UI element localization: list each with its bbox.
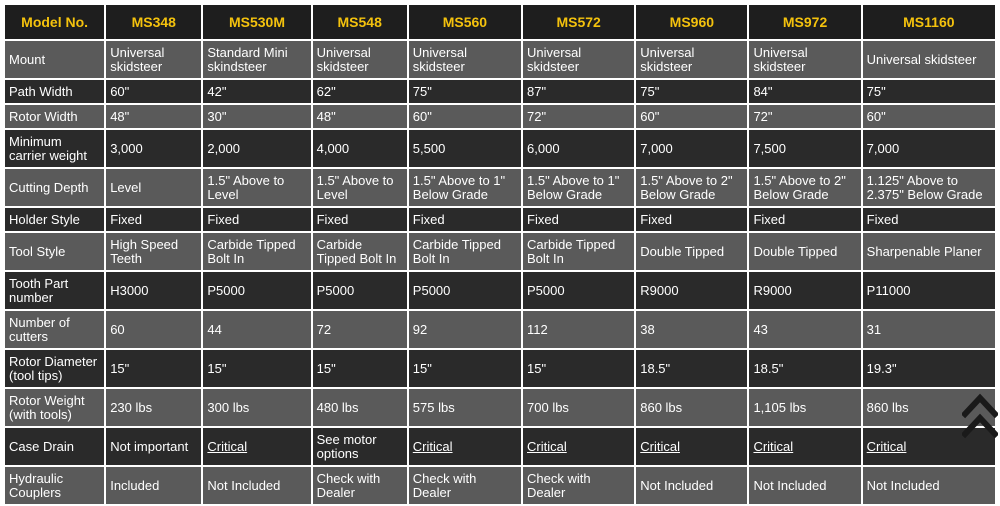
spec-table [3, 3, 997, 506]
row-label: Minimum carrier weight [5, 130, 104, 167]
table-cell: Carbide Tipped Bolt In [203, 233, 310, 270]
table-cell: 18.5" [636, 350, 747, 387]
table-row [5, 389, 995, 426]
table-cell: H3000 [106, 272, 201, 309]
table-cell: 860 lbs [636, 389, 747, 426]
row-label: Path Width [5, 80, 104, 103]
table-cell: Double Tipped [636, 233, 747, 270]
table-cell: Fixed [863, 208, 995, 231]
table-cell: Fixed [636, 208, 747, 231]
table-cell: 60" [636, 105, 747, 128]
table-cell: 75" [636, 80, 747, 103]
table-cell: 5,500 [409, 130, 521, 167]
scroll-to-top-button[interactable] [962, 392, 998, 440]
row-label: Hydraulic Couplers [5, 467, 104, 504]
table-cell: 62" [313, 80, 407, 103]
table-cell: Universal skidsteer [636, 41, 747, 78]
table-cell: 1,105 lbs [749, 389, 860, 426]
table-cell: 1.5" Above to 1" Below Grade [523, 169, 634, 206]
table-cell: Carbide Tipped Bolt In [313, 233, 407, 270]
table-row [5, 208, 995, 231]
table-cell: See motor options [313, 428, 407, 465]
row-label: Rotor Diameter (tool tips) [5, 350, 104, 387]
table-cell: Standard Mini skindsteer [203, 41, 310, 78]
table-row [5, 467, 995, 504]
table-cell: 31 [863, 311, 995, 348]
table-cell: 44 [203, 311, 310, 348]
header-ms348: MS348 [106, 5, 201, 39]
table-cell: Fixed [313, 208, 407, 231]
table-cell: 230 lbs [106, 389, 201, 426]
table-cell: 1.5" Above to 1" Below Grade [409, 169, 521, 206]
row-label: Mount [5, 41, 104, 78]
table-cell: Check with Dealer [313, 467, 407, 504]
table-cell: 15" [203, 350, 310, 387]
table-cell: 84" [749, 80, 860, 103]
table-row [5, 130, 995, 167]
table-cell: 87" [523, 80, 634, 103]
header-ms548: MS548 [313, 5, 407, 39]
table-cell: 15" [106, 350, 201, 387]
table-cell: 30" [203, 105, 310, 128]
table-cell: Universal skidsteer [749, 41, 860, 78]
table-cell: 60 [106, 311, 201, 348]
table-cell-link[interactable] [203, 428, 310, 465]
table-cell: 42" [203, 80, 310, 103]
table-cell: 6,000 [523, 130, 634, 167]
double-chevron-up-icon [962, 392, 998, 440]
table-cell: Not Included [749, 467, 860, 504]
table-cell: Universal skidsteer [863, 41, 995, 78]
table-cell: R9000 [636, 272, 747, 309]
table-cell: P5000 [409, 272, 521, 309]
table-cell: 1.5" Above to 2" Below Grade [749, 169, 860, 206]
table-cell: 1.5" Above to Level [313, 169, 407, 206]
table-cell: Level [106, 169, 201, 206]
row-label: Rotor Weight (with tools) [5, 389, 104, 426]
table-cell: Not important [106, 428, 201, 465]
table-cell: Universal skidsteer [523, 41, 634, 78]
row-label: Rotor Width [5, 105, 104, 128]
table-cell: 480 lbs [313, 389, 407, 426]
row-label: Holder Style [5, 208, 104, 231]
critical-link[interactable]: Critical [412, 438, 453, 454]
table-cell: 2,000 [203, 130, 310, 167]
table-row [5, 41, 995, 78]
table-cell: 43 [749, 311, 860, 348]
header-ms972: MS972 [749, 5, 860, 39]
table-cell: P5000 [523, 272, 634, 309]
table-cell: 15" [523, 350, 634, 387]
table-cell: 575 lbs [409, 389, 521, 426]
table-cell: 15" [409, 350, 521, 387]
table-cell: 75" [863, 80, 995, 103]
table-row [5, 80, 995, 103]
critical-link[interactable]: Critical [753, 438, 794, 454]
critical-link[interactable]: Critical [866, 438, 907, 454]
table-cell: 18.5" [749, 350, 860, 387]
table-row [5, 105, 995, 128]
table-cell: 19.3" [863, 350, 995, 387]
table-cell-link[interactable] [636, 428, 747, 465]
table-cell: 92 [409, 311, 521, 348]
table-cell: 60" [409, 105, 521, 128]
row-label: Number of cutters [5, 311, 104, 348]
table-cell: 72" [749, 105, 860, 128]
table-row [5, 272, 995, 309]
table-cell: Not Included [203, 467, 310, 504]
table-cell: 60" [863, 105, 995, 128]
header-ms530m: MS530M [203, 5, 310, 39]
row-label: Cutting Depth [5, 169, 104, 206]
header-ms560: MS560 [409, 5, 521, 39]
table-cell: 48" [313, 105, 407, 128]
table-cell: Not Included [636, 467, 747, 504]
table-cell: 7,500 [749, 130, 860, 167]
table-cell: 48" [106, 105, 201, 128]
row-label: Tooth Part number [5, 272, 104, 309]
table-cell: P5000 [313, 272, 407, 309]
critical-link[interactable]: Critical [207, 438, 248, 454]
header-row [5, 5, 995, 39]
table-cell: P5000 [203, 272, 310, 309]
table-row [5, 350, 995, 387]
table-cell-link[interactable] [749, 428, 860, 465]
table-cell: 60" [106, 80, 201, 103]
table-cell: Included [106, 467, 201, 504]
table-cell: Double Tipped [749, 233, 860, 270]
table-cell: Universal skidsteer [106, 41, 201, 78]
table-cell: 7,000 [863, 130, 995, 167]
table-cell-link[interactable] [523, 428, 634, 465]
table-cell: Not Included [863, 467, 995, 504]
table-cell: Check with Dealer [523, 467, 634, 504]
table-cell: 3,000 [106, 130, 201, 167]
table-cell: Fixed [203, 208, 310, 231]
table-cell: 7,000 [636, 130, 747, 167]
table-cell: Fixed [523, 208, 634, 231]
critical-link[interactable]: Critical [640, 438, 680, 454]
table-row [5, 169, 995, 206]
row-label: Case Drain [5, 428, 104, 465]
header-ms1160: MS1160 [863, 5, 995, 39]
table-cell: 300 lbs [203, 389, 310, 426]
table-cell: 112 [523, 311, 634, 348]
table-cell: High Speed Teeth [106, 233, 201, 270]
table-cell: Universal skidsteer [409, 41, 521, 78]
table-cell: Check with Dealer [409, 467, 521, 504]
table-cell: 4,000 [313, 130, 407, 167]
table-row [5, 233, 995, 270]
table-cell-link[interactable] [409, 428, 521, 465]
table-cell: 72" [523, 105, 634, 128]
table-cell: R9000 [749, 272, 860, 309]
table-cell: Fixed [409, 208, 521, 231]
table-cell: 1.5" Above to 2" Below Grade [636, 169, 747, 206]
table-cell: 75" [409, 80, 521, 103]
table-cell: Universal skidsteer [313, 41, 407, 78]
table-cell: 700 lbs [523, 389, 634, 426]
header-ms572: MS572 [523, 5, 634, 39]
table-cell: 1.125" Above to 2.375" Below Grade [863, 169, 995, 206]
table-cell: 72 [313, 311, 407, 348]
table-cell: Fixed [749, 208, 860, 231]
table-row [5, 428, 995, 465]
table-cell: 15" [313, 350, 407, 387]
critical-link[interactable]: Critical [527, 438, 567, 454]
row-label: Tool Style [5, 233, 104, 270]
header-ms960: MS960 [636, 5, 747, 39]
table-cell: 860 lbs [863, 389, 995, 426]
table-cell: Fixed [106, 208, 201, 231]
table-cell: Sharpenable Planer [863, 233, 995, 270]
table-cell: Carbide Tipped Bolt In [523, 233, 634, 270]
header-model-no: Model No. [5, 5, 104, 39]
table-cell: P11000 [863, 272, 995, 309]
table-cell: Carbide Tipped Bolt In [409, 233, 521, 270]
table-cell: 1.5" Above to Level [203, 169, 310, 206]
table-row [5, 311, 995, 348]
table-cell: 38 [636, 311, 747, 348]
